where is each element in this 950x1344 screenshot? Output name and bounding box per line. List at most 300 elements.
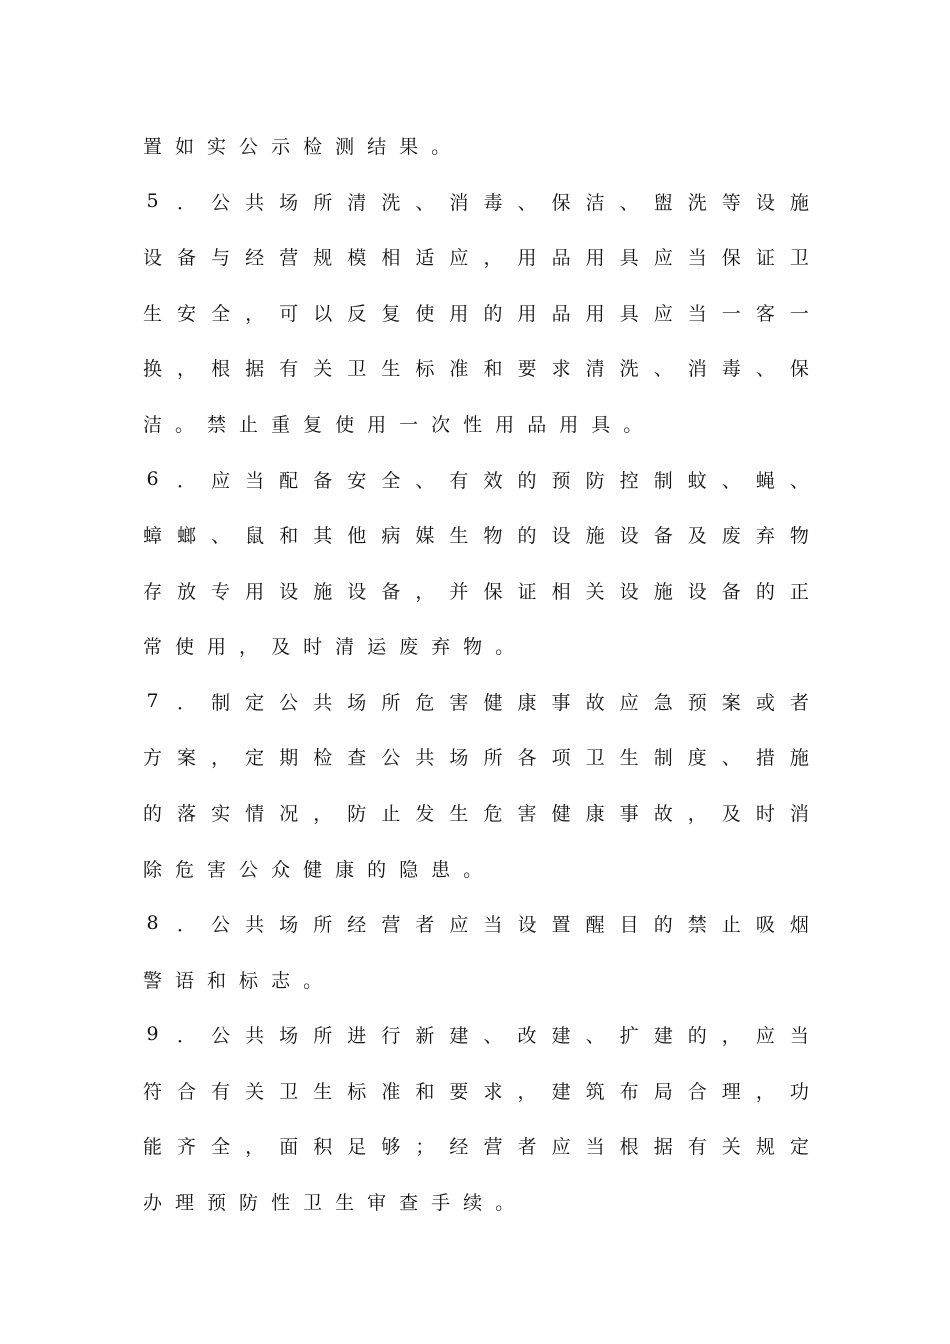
glyph: 用	[559, 413, 579, 436]
glyph: 证	[755, 246, 775, 269]
glyph: 应	[653, 246, 673, 269]
glyph: 关	[313, 357, 333, 380]
glyph: 当	[789, 1024, 809, 1047]
glyph: 的	[687, 1024, 707, 1047]
glyph: 的	[653, 913, 673, 936]
glyph: 布	[619, 1080, 639, 1103]
glyph: 共	[415, 746, 435, 769]
text-line-3	[143, 241, 809, 271]
glyph: 落	[177, 802, 197, 825]
text-line-4	[143, 297, 809, 327]
glyph: 洗	[687, 191, 707, 214]
glyph: 情	[245, 802, 265, 825]
glyph: 施	[653, 580, 673, 603]
glyph: 规	[313, 246, 333, 269]
glyph: 事	[619, 802, 639, 825]
glyph: 续	[463, 1191, 483, 1214]
glyph: 防	[347, 802, 367, 825]
glyph: 公	[279, 691, 299, 714]
glyph: 施	[789, 191, 809, 214]
glyph: 有	[211, 1080, 231, 1103]
glyph: 品	[551, 302, 571, 325]
glyph: 场	[279, 191, 299, 214]
glyph: 、	[755, 357, 775, 380]
glyph: 害	[517, 802, 537, 825]
glyph: 所	[381, 691, 401, 714]
glyph: 吸	[755, 913, 775, 936]
glyph: 蟑	[143, 524, 163, 547]
glyph: 蚊	[687, 469, 707, 492]
glyph: 设	[143, 246, 163, 269]
text-line-20	[143, 1186, 514, 1216]
glyph: 及	[271, 635, 291, 658]
glyph: 定	[245, 691, 265, 714]
glyph: 方	[143, 746, 163, 769]
glyph: 经	[245, 246, 265, 269]
glyph: 以	[313, 302, 333, 325]
glyph: 功	[789, 1080, 809, 1103]
glyph: ．	[177, 469, 197, 492]
glyph: 关	[721, 1135, 741, 1158]
glyph: 全	[211, 302, 231, 325]
glyph: 用	[517, 302, 537, 325]
glyph: 建	[551, 1080, 571, 1103]
glyph: 公	[211, 191, 231, 214]
glyph: 据	[245, 357, 265, 380]
text-line-5	[143, 352, 809, 382]
glyph: 设	[279, 580, 299, 603]
glyph: 放	[177, 580, 197, 603]
glyph: 准	[381, 1080, 401, 1103]
glyph: 用	[585, 302, 605, 325]
glyph: 者	[517, 1135, 537, 1158]
glyph: 卫	[347, 357, 367, 380]
glyph: 够	[381, 1135, 401, 1158]
text-line-2	[143, 186, 809, 216]
glyph: 和	[279, 524, 299, 547]
glyph: 的	[367, 858, 387, 881]
glyph: 生	[449, 802, 469, 825]
glyph: 隐	[399, 858, 419, 881]
glyph: 生	[143, 302, 163, 325]
glyph: 消	[449, 191, 469, 214]
glyph: 、	[721, 746, 741, 769]
glyph: 预	[687, 691, 707, 714]
glyph: 病	[381, 524, 401, 547]
glyph: ，	[415, 580, 435, 603]
glyph: 一	[399, 413, 419, 436]
glyph: 场	[347, 691, 367, 714]
glyph: 生	[619, 746, 639, 769]
text-line-14	[143, 853, 482, 883]
glyph: 符	[143, 1080, 163, 1103]
glyph: 鼠	[245, 524, 265, 547]
glyph: 设	[619, 524, 639, 547]
glyph: 效	[483, 469, 503, 492]
glyph: 预	[551, 469, 571, 492]
glyph: 备	[721, 580, 741, 603]
glyph: 禁	[687, 913, 707, 936]
glyph: 存	[143, 580, 163, 603]
glyph: 期	[279, 746, 299, 769]
glyph: 设	[551, 524, 571, 547]
glyph: 当	[585, 1135, 605, 1158]
glyph: 标	[347, 1080, 367, 1103]
glyph: 一	[721, 302, 741, 325]
glyph: ，	[687, 802, 707, 825]
glyph: 健	[483, 691, 503, 714]
glyph: ，	[517, 1080, 537, 1103]
glyph: 用	[517, 246, 537, 269]
glyph: 有	[687, 1135, 707, 1158]
glyph: 、	[415, 469, 435, 492]
glyph: 全	[381, 469, 401, 492]
glyph: 保	[789, 357, 809, 380]
glyph: 健	[303, 858, 323, 881]
glyph: 次	[431, 413, 451, 436]
glyph: 场	[449, 746, 469, 769]
glyph: 、	[211, 524, 231, 547]
glyph: 语	[175, 969, 195, 992]
glyph: 消	[687, 357, 707, 380]
glyph: 反	[347, 302, 367, 325]
glyph: 配	[279, 469, 299, 492]
glyph: ，	[755, 1080, 775, 1103]
glyph: 公	[381, 746, 401, 769]
glyph: 当	[245, 469, 265, 492]
glyph: 要	[449, 1080, 469, 1103]
glyph: 备	[381, 580, 401, 603]
glyph: 蝇	[755, 469, 775, 492]
glyph: ，	[245, 302, 265, 325]
glyph: 螂	[177, 524, 197, 547]
glyph: 场	[279, 913, 299, 936]
glyph: 。	[623, 413, 643, 436]
glyph: 应	[755, 1024, 775, 1047]
text-line-1	[143, 130, 450, 160]
glyph: 使	[335, 413, 355, 436]
glyph: 重	[271, 413, 291, 436]
glyph: 措	[755, 746, 775, 769]
glyph: 建	[653, 1024, 673, 1047]
glyph: 专	[211, 580, 231, 603]
glyph: 求	[483, 1080, 503, 1103]
glyph: 目	[619, 913, 639, 936]
glyph: 当	[483, 913, 503, 936]
glyph: 用	[585, 246, 605, 269]
glyph: 换	[143, 357, 163, 380]
glyph: 审	[367, 1191, 387, 1214]
glyph: 禁	[207, 413, 227, 436]
glyph: 备	[177, 246, 197, 269]
glyph: 制	[653, 746, 673, 769]
text-line-10	[143, 630, 514, 660]
glyph: 共	[245, 1024, 265, 1047]
glyph: 止	[381, 802, 401, 825]
glyph: 具	[619, 302, 639, 325]
glyph: 规	[755, 1135, 775, 1158]
glyph: ，	[483, 246, 503, 269]
glyph: 局	[653, 1080, 673, 1103]
glyph: 康	[585, 802, 605, 825]
glyph: 应	[551, 1135, 571, 1158]
glyph: 、	[517, 191, 537, 214]
glyph: ；	[415, 1135, 435, 1158]
glyph: 当	[687, 302, 707, 325]
text-line-6	[143, 408, 642, 438]
glyph: 6	[146, 468, 159, 490]
glyph: 证	[517, 580, 537, 603]
glyph: 行	[381, 1024, 401, 1047]
glyph: 营	[381, 913, 401, 936]
glyph: 手	[431, 1191, 451, 1214]
glyph: 等	[721, 191, 741, 214]
glyph: 、	[619, 191, 639, 214]
glyph: 康	[517, 691, 537, 714]
glyph: 并	[449, 580, 469, 603]
glyph: 应	[619, 691, 639, 714]
glyph: 公	[211, 913, 231, 936]
glyph: 实	[211, 802, 231, 825]
glyph: 新	[415, 1024, 435, 1047]
glyph: 清	[335, 635, 355, 658]
glyph: 度	[687, 746, 707, 769]
glyph: 清	[585, 357, 605, 380]
glyph: 生	[381, 357, 401, 380]
glyph: 全	[211, 1135, 231, 1158]
glyph: 用	[449, 302, 469, 325]
glyph: 常	[143, 635, 163, 658]
glyph: 5	[146, 190, 159, 212]
glyph: 共	[245, 913, 265, 936]
glyph: 或	[755, 691, 775, 714]
glyph: 筑	[585, 1080, 605, 1103]
glyph: 办	[143, 1191, 163, 1214]
glyph: 相	[381, 246, 401, 269]
glyph: 制	[211, 691, 231, 714]
glyph: 生	[449, 524, 469, 547]
glyph: 的	[517, 524, 537, 547]
text-line-7	[143, 464, 809, 494]
glyph: 各	[517, 746, 537, 769]
glyph: 生	[335, 1191, 355, 1214]
glyph: 共	[313, 691, 333, 714]
glyph: 用	[367, 413, 387, 436]
text-line-15	[143, 908, 809, 938]
glyph: 所	[313, 913, 333, 936]
glyph: 预	[207, 1191, 227, 1214]
glyph: 设	[347, 580, 367, 603]
glyph: 实	[207, 135, 227, 158]
glyph: 经	[347, 913, 367, 936]
glyph: 施	[789, 746, 809, 769]
glyph: 准	[449, 357, 469, 380]
glyph: 使	[175, 635, 195, 658]
glyph: 事	[551, 691, 571, 714]
glyph: 媒	[415, 524, 435, 547]
glyph: ，	[239, 635, 259, 658]
glyph: 物	[789, 524, 809, 547]
glyph: 使	[415, 302, 435, 325]
glyph: 他	[347, 524, 367, 547]
glyph: 防	[239, 1191, 259, 1214]
text-line-16	[143, 964, 322, 994]
glyph: 案	[721, 691, 741, 714]
glyph: 。	[463, 858, 483, 881]
glyph: 废	[399, 635, 419, 658]
glyph: 积	[313, 1135, 333, 1158]
glyph: 营	[279, 246, 299, 269]
glyph: 者	[415, 913, 435, 936]
text-line-13	[143, 797, 809, 827]
glyph: 设	[619, 580, 639, 603]
glyph: 果	[399, 135, 419, 158]
glyph: 、	[721, 469, 741, 492]
glyph: 具	[619, 246, 639, 269]
glyph: ，	[211, 746, 231, 769]
glyph: ．	[177, 1024, 197, 1047]
glyph: 和	[207, 969, 227, 992]
glyph: 扩	[619, 1024, 639, 1047]
glyph: 复	[303, 413, 323, 436]
glyph: 物	[463, 635, 483, 658]
glyph: 健	[551, 802, 571, 825]
glyph: 要	[517, 357, 537, 380]
glyph: 面	[279, 1135, 299, 1158]
glyph: 、	[789, 469, 809, 492]
glyph: 毒	[721, 357, 741, 380]
glyph: 求	[551, 357, 571, 380]
glyph: 。	[303, 969, 323, 992]
glyph: 案	[177, 746, 197, 769]
glyph: 害	[207, 858, 227, 881]
glyph: 查	[347, 746, 367, 769]
glyph: 共	[245, 191, 265, 214]
glyph: 醒	[585, 913, 605, 936]
glyph: 营	[483, 1135, 503, 1158]
glyph: 、	[415, 191, 435, 214]
glyph: 项	[551, 746, 571, 769]
glyph: 示	[271, 135, 291, 158]
glyph: 及	[721, 802, 741, 825]
glyph: 所	[483, 746, 503, 769]
glyph: 卫	[789, 246, 809, 269]
glyph: 改	[517, 1024, 537, 1047]
glyph: 备	[313, 469, 333, 492]
glyph: ，	[313, 802, 333, 825]
glyph: 定	[789, 1135, 809, 1158]
glyph: 经	[449, 1135, 469, 1158]
glyph: 合	[687, 1080, 707, 1103]
glyph: 的	[483, 302, 503, 325]
glyph: 及	[687, 524, 707, 547]
glyph: 所	[313, 191, 333, 214]
glyph: 用	[207, 635, 227, 658]
text-line-9	[143, 575, 809, 605]
text-line-11	[143, 686, 809, 716]
glyph: 其	[313, 524, 333, 547]
glyph: 复	[381, 302, 401, 325]
glyph: 止	[239, 413, 259, 436]
glyph: 一	[789, 302, 809, 325]
glyph: 危	[175, 858, 195, 881]
glyph: 公	[239, 135, 259, 158]
glyph: 患	[431, 858, 451, 881]
glyph: 设	[517, 913, 537, 936]
glyph: 卫	[585, 746, 605, 769]
glyph: 危	[415, 691, 435, 714]
glyph: 置	[143, 135, 163, 158]
glyph: 齐	[177, 1135, 197, 1158]
glyph: 应	[211, 469, 231, 492]
glyph: 。	[175, 413, 195, 436]
glyph: 正	[789, 580, 809, 603]
glyph: 查	[399, 1191, 419, 1214]
glyph: 品	[551, 246, 571, 269]
glyph: 洗	[381, 191, 401, 214]
glyph: 关	[245, 1080, 265, 1103]
glyph: ．	[177, 913, 197, 936]
glyph: 应	[449, 913, 469, 936]
glyph: 除	[143, 858, 163, 881]
glyph: 运	[367, 635, 387, 658]
glyph: 能	[143, 1135, 163, 1158]
glyph: 生	[313, 1080, 333, 1103]
glyph: ，	[177, 357, 197, 380]
text-line-17	[143, 1019, 809, 1049]
glyph: ，	[721, 1024, 741, 1047]
glyph: 保	[551, 191, 571, 214]
glyph: 测	[335, 135, 355, 158]
glyph: 性	[463, 413, 483, 436]
glyph: 、	[483, 1024, 503, 1047]
glyph: 、	[585, 1024, 605, 1047]
glyph: 安	[177, 302, 197, 325]
glyph: 故	[653, 802, 673, 825]
glyph: ．	[177, 191, 197, 214]
glyph: 、	[653, 357, 673, 380]
glyph: 的	[517, 469, 537, 492]
glyph: 8	[146, 912, 159, 934]
glyph: 建	[551, 1024, 571, 1047]
text-line-18	[143, 1075, 809, 1105]
glyph: 急	[653, 691, 673, 714]
glyph: 清	[347, 191, 367, 214]
glyph: 结	[367, 135, 387, 158]
glyph: 如	[175, 135, 195, 158]
glyph: 盥	[653, 191, 673, 214]
glyph: 足	[347, 1135, 367, 1158]
glyph: 消	[789, 802, 809, 825]
glyph: 志	[271, 969, 291, 992]
glyph: 施	[313, 580, 333, 603]
glyph: 检	[313, 746, 333, 769]
glyph: 品	[527, 413, 547, 436]
glyph: 理	[721, 1080, 741, 1103]
glyph: 控	[619, 469, 639, 492]
glyph: 的	[755, 580, 775, 603]
glyph: 和	[415, 1080, 435, 1103]
glyph: 。	[495, 635, 515, 658]
glyph: 定	[245, 746, 265, 769]
glyph: 时	[303, 635, 323, 658]
glyph: ，	[245, 1135, 265, 1158]
glyph: 置	[551, 913, 571, 936]
text-line-8	[143, 519, 809, 549]
glyph: 当	[687, 246, 707, 269]
glyph: 根	[619, 1135, 639, 1158]
glyph: 进	[347, 1024, 367, 1047]
